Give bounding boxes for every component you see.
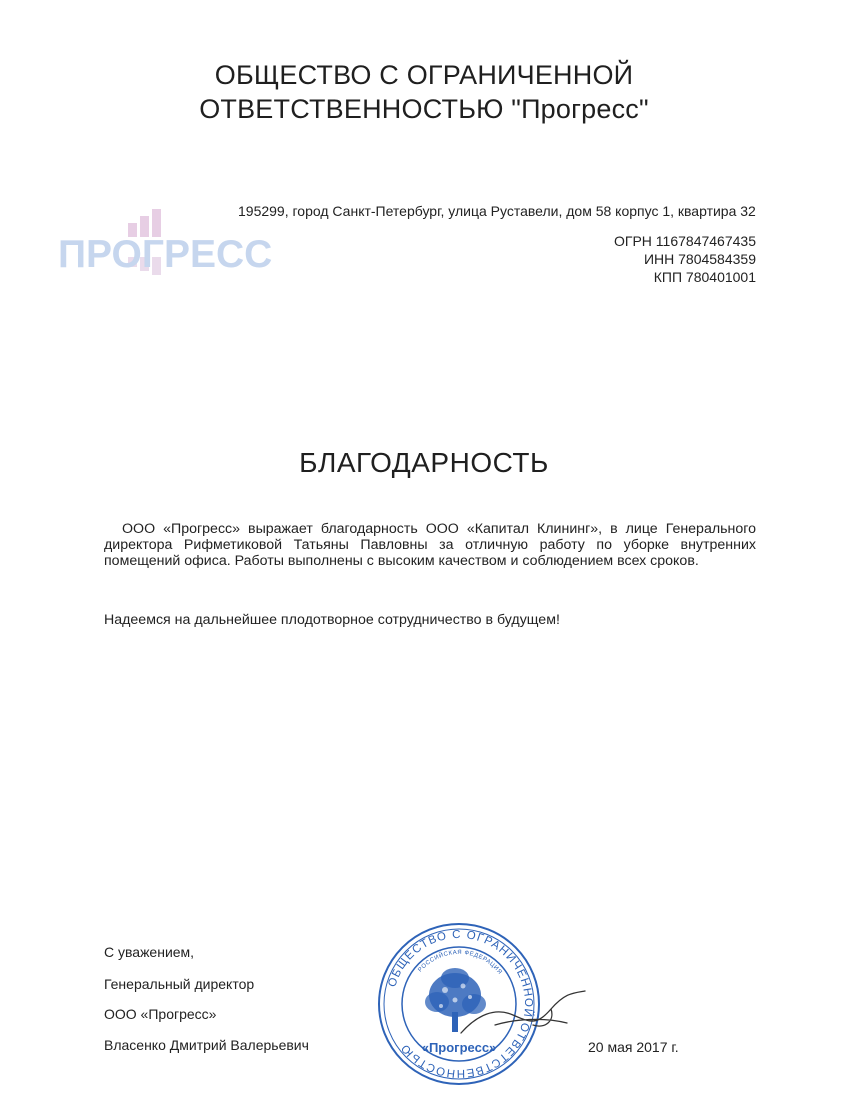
company-logo (55, 205, 273, 283)
registration-details (614, 232, 756, 286)
company-address: 195299, город Санкт-Петербург, улица Руставели, дом 58 корпус 1, квартира 32 (238, 203, 756, 219)
document-title: БЛАГОДАРНОСТЬ (299, 447, 549, 478)
ogrn: ОГРН 1167847467435 (614, 233, 756, 249)
stamp-inner-text: РОССИЙСКАЯ ФЕДЕРАЦИЯ (417, 949, 503, 976)
logo-text: ПРОГРЕСС (58, 233, 273, 276)
org-title-line2: ОТВЕТСТВЕННОСТЬЮ "Прогресс" (199, 94, 649, 124)
org-title-line1: ОБЩЕСТВО С ОГРАНИЧЕННОЙ (214, 60, 634, 90)
kpp: КПП 780401001 (653, 269, 756, 285)
signatory-name: Власенко Дмитрий Валерьевич (104, 1037, 309, 1053)
handwritten-signature (455, 985, 595, 1045)
letter-body (104, 521, 756, 569)
organization-title (0, 58, 848, 126)
body-paragraph: ООО «Прогресс» выражает благодарность ООО «Капитал Клининг», в лице Генерального директора Рифметиковой Татьяны Павловны за отличную работу по уборке внутренних помещений офиса. Работы выполнены с высоким качеством и соблюдением всех сроков. (104, 521, 756, 569)
signatory-position: Генеральный директор (104, 976, 255, 992)
closing-line: Надеемся на дальнейшее плодотворное сотрудничество в будущем! (104, 612, 560, 628)
letter-date: 20 мая 2017 г. (588, 1039, 679, 1055)
stamp-center-text: «Прогресс» (421, 1040, 497, 1055)
signatory-company: ООО «Прогресс» (104, 1006, 217, 1022)
stamp-outer-text: ОБЩЕСТВО С ОГРАНИЧЕННОЙ ОТВЕТСТВЕННОСТЬЮ (386, 928, 535, 1080)
regards-text: С уважением, (104, 944, 195, 960)
inn: ИНН 7804584359 (643, 251, 756, 267)
